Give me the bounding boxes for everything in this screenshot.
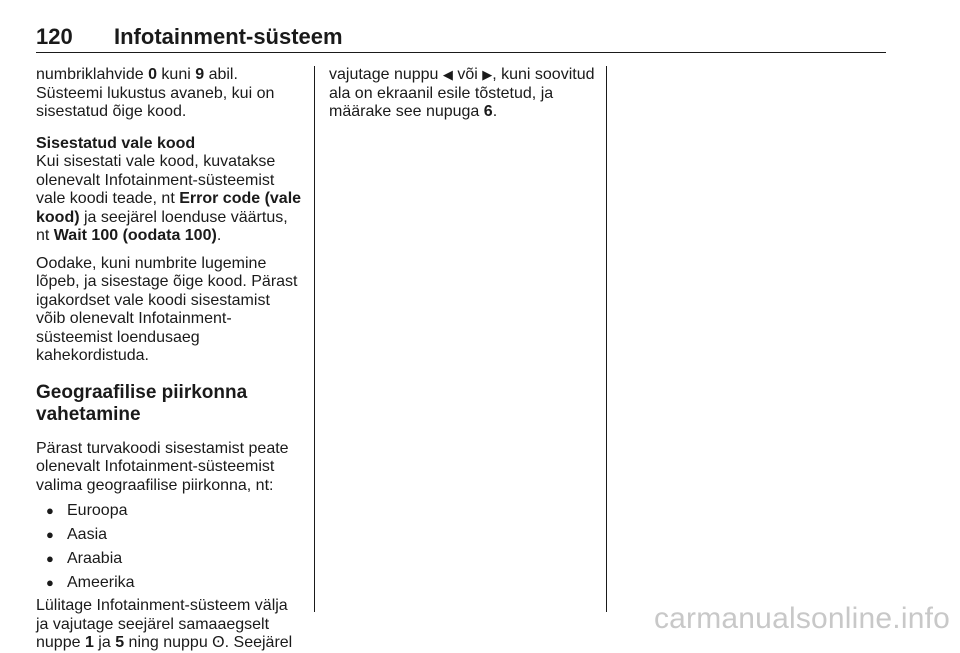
column-divider bbox=[314, 66, 315, 612]
watermark: carmanualsonline.info bbox=[653, 602, 950, 635]
list-item bbox=[36, 571, 302, 595]
page-header bbox=[36, 20, 886, 53]
text: ja bbox=[93, 634, 116, 651]
text: numbriklahvide bbox=[36, 66, 149, 83]
switch-off-paragraph bbox=[36, 597, 302, 653]
wrong-code-paragraph bbox=[36, 153, 302, 246]
column-2 bbox=[329, 66, 599, 122]
text: . bbox=[492, 103, 498, 120]
wrong-code-heading: Sisestatud vale kood bbox=[36, 134, 196, 152]
region-label: Araabia bbox=[67, 550, 123, 567]
text: ja seejärel loenduse väärtus, nt bbox=[36, 208, 288, 244]
power-icon: ʘ bbox=[212, 634, 225, 651]
list-item bbox=[36, 547, 302, 571]
text: abil. Süsteemi lukustus avaneb, kui on sisestatud õige kood. bbox=[36, 66, 275, 120]
text: või bbox=[452, 66, 483, 83]
key-6: 6 bbox=[483, 103, 493, 120]
region-list bbox=[36, 499, 302, 595]
arrow-left-icon: ◀ bbox=[442, 67, 453, 82]
region-intro-paragraph: Pärast turvakoodi sisestamist peate olenevalt Infotainment-süsteemist valima geograafilise piirkonna, nt: bbox=[36, 439, 289, 494]
text: . bbox=[216, 227, 222, 244]
wait-message: Wait 100 (oodata 100) bbox=[53, 227, 217, 244]
bullet-icon: ● bbox=[46, 503, 54, 518]
column-1 bbox=[36, 66, 302, 653]
key-9: 9 bbox=[195, 66, 205, 83]
text: , kuni soovitud ala on ekraanil esile tõstetud, ja määrake see nupuga bbox=[329, 66, 595, 120]
region-label: Aasia bbox=[67, 526, 108, 543]
countdown-paragraph: Oodake, kuni numbrite lugemine lõpeb, ja sisestage õige kood. Pärast igakordset vale koodi sisestamist võib olenevalt Infotainment-süsteemist loendusaeg kahekordistuda. bbox=[36, 254, 298, 364]
key-5: 5 bbox=[115, 634, 125, 651]
column-divider bbox=[606, 66, 607, 612]
error-code-message: Error code (vale kood) bbox=[36, 190, 302, 226]
bullet-icon: ● bbox=[46, 551, 54, 566]
key-0: 0 bbox=[148, 66, 157, 83]
page-number: 120 bbox=[36, 24, 73, 49]
text: . Seejärel bbox=[224, 634, 293, 651]
list-item bbox=[36, 499, 302, 523]
code-entry-paragraph bbox=[36, 66, 302, 122]
list-item bbox=[36, 523, 302, 547]
text: kuni bbox=[156, 66, 196, 83]
arrow-right-icon: ▶ bbox=[482, 67, 493, 82]
region-select-paragraph bbox=[329, 66, 599, 122]
text: Lülitage Infotainment-süsteem välja ja vajutage seejärel samaaegselt nuppe bbox=[36, 597, 288, 651]
text: vajutage nuppu bbox=[329, 66, 443, 83]
region-label: Euroopa bbox=[67, 502, 128, 519]
region-change-heading: Geograafilise piirkonna vahetamine bbox=[36, 381, 248, 425]
bullet-icon: ● bbox=[46, 575, 54, 590]
text: Kui sisestati vale kood, kuvatakse olenevalt Infotainment-süsteemist vale koodi teade, nt bbox=[36, 153, 276, 207]
region-label: Ameerika bbox=[67, 574, 135, 591]
bullet-icon: ● bbox=[46, 527, 54, 542]
key-1: 1 bbox=[84, 634, 94, 651]
text: ning nuppu bbox=[124, 634, 213, 651]
page-title: Infotainment-süsteem bbox=[114, 24, 343, 49]
